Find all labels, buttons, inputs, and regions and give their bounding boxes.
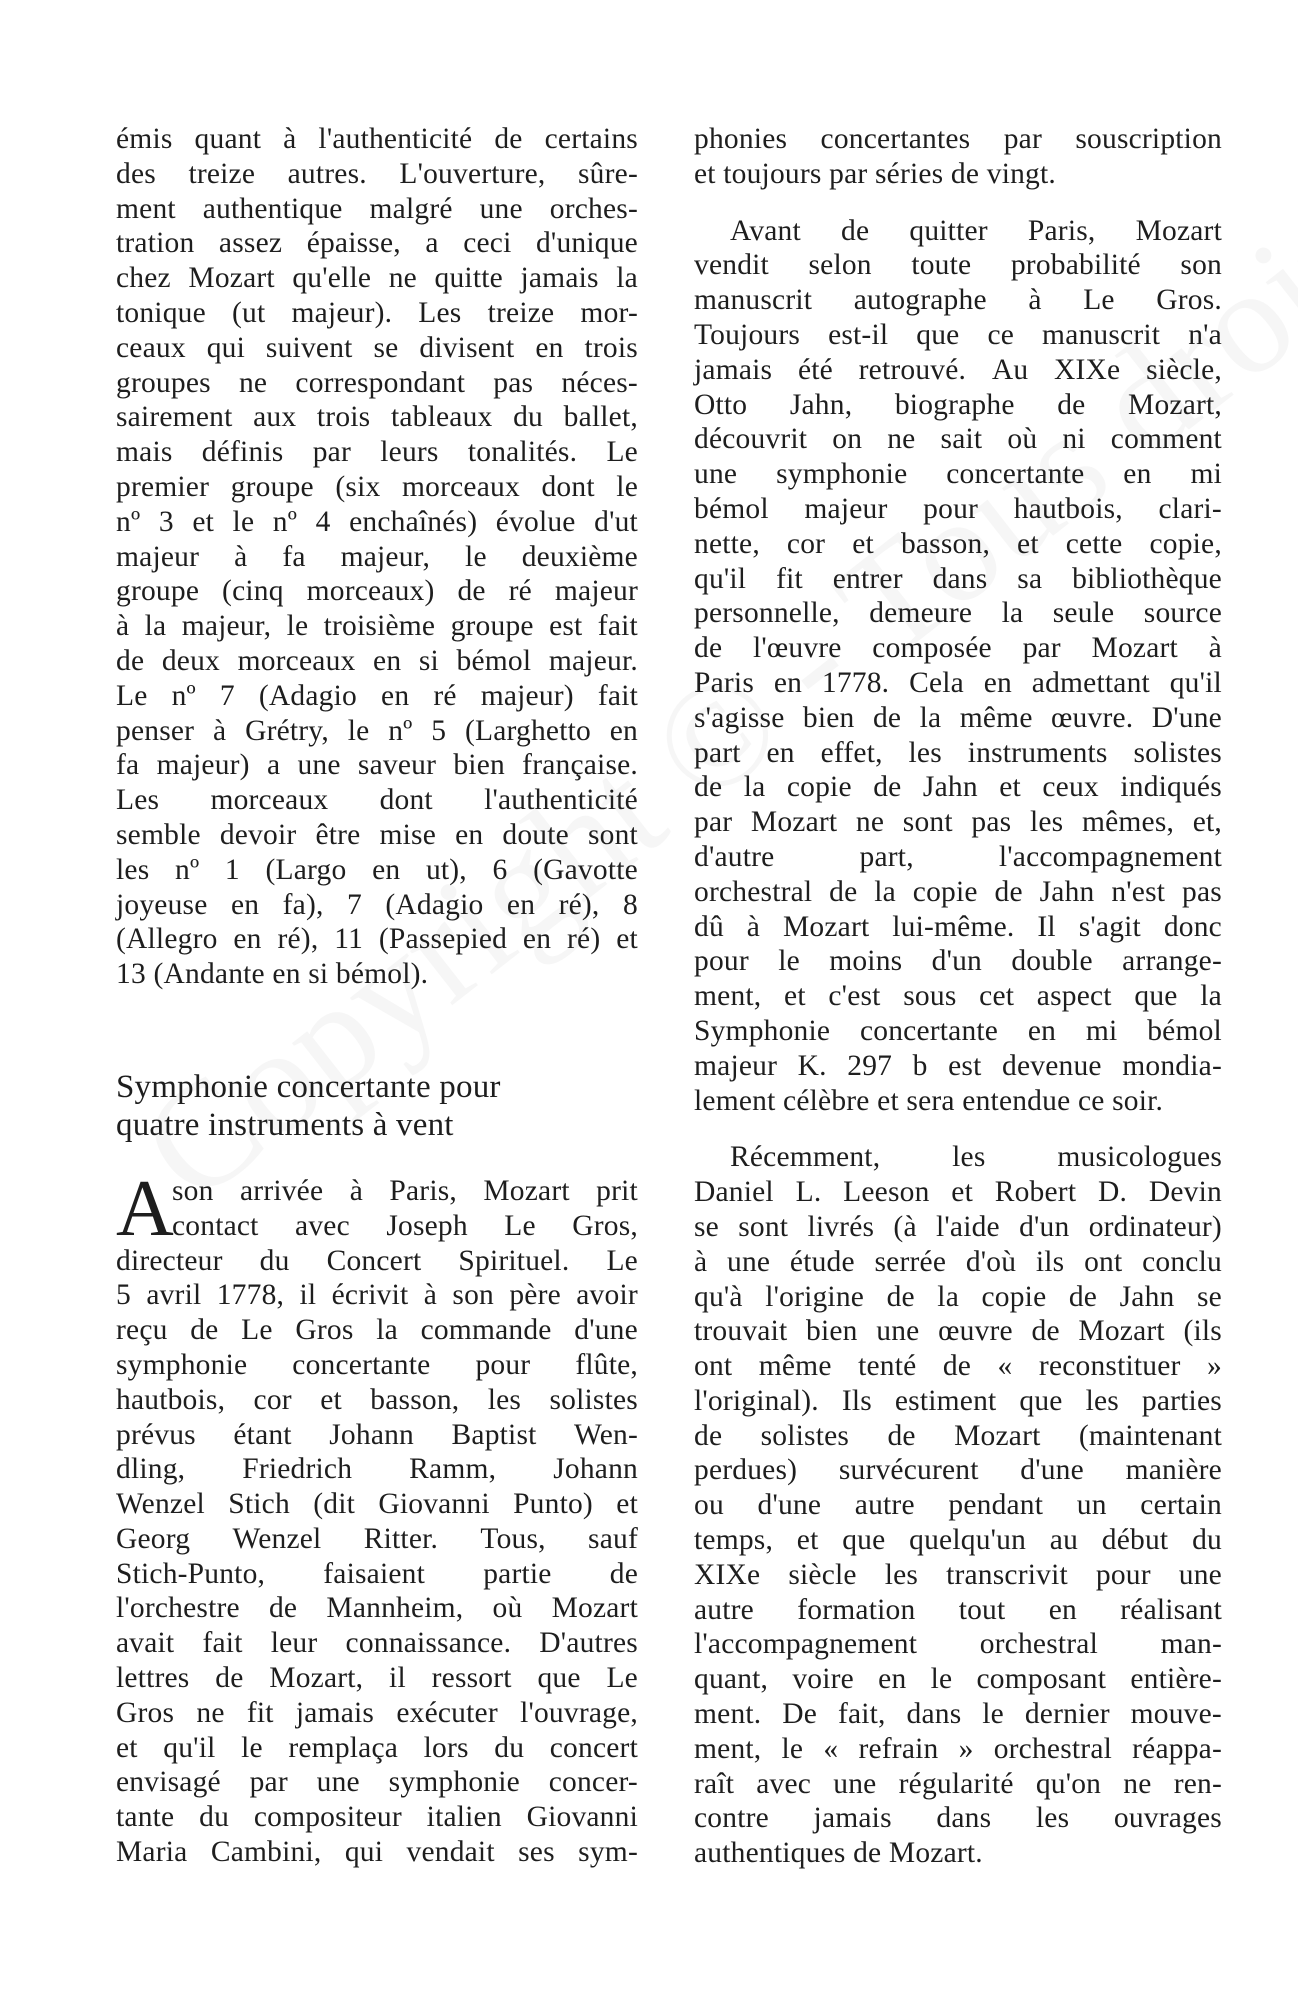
text-line: l'orchestre de Mannheim, où Mozart [116, 1592, 638, 1625]
text-line: 5 avril 1778, il écrivit à son père avoir [116, 1279, 638, 1312]
text-line: d'autre part, l'accompagnement [694, 840, 1222, 873]
right-column [694, 122, 1222, 1871]
text-line: perdues) survécurent d'une manière [694, 1454, 1222, 1487]
text-line: groupe (cinq morceaux) de ré majeur [116, 575, 638, 608]
text-line: ment authentique malgré une orches- [116, 192, 638, 225]
text-line: Otto Jahn, biographe de Mozart, [694, 388, 1222, 421]
text-line: phonies concertantes par souscription [694, 123, 1222, 155]
text-line: ment, et c'est sous cet aspect que la [694, 980, 1222, 1013]
text-line: qu'il fit entrer dans sa bibliothèque [694, 562, 1222, 595]
text-line: ou d'une autre pendant un certain [694, 1489, 1222, 1522]
text-line: vendit selon toute probabilité son [694, 249, 1222, 282]
text-line: dling, Friedrich Ramm, Johann [116, 1453, 638, 1486]
left-column [116, 122, 638, 1870]
text-line: pour le moins d'un double arrange- [694, 945, 1222, 978]
text-line: bémol majeur pour hautbois, clari- [694, 492, 1222, 525]
text-line: semble devoir être mise en doute sont [116, 818, 638, 851]
text-line: de solistes de Mozart (maintenant [694, 1419, 1222, 1452]
text-line: Récemment, les musicologues [730, 1141, 1222, 1174]
text-line: autre formation tout en réalisant [694, 1593, 1222, 1626]
text-line: personnelle, demeure la seule source [694, 597, 1222, 630]
text-line: raît avec une régularité qu'on ne ren- [694, 1767, 1222, 1800]
text-line: à une étude serrée d'où ils ont conclu [694, 1245, 1222, 1278]
text-line: temps, et que quelqu'un au début du [694, 1524, 1222, 1557]
text-line: et qu'il le remplaça lors du concert [116, 1731, 638, 1764]
text-line: groupes ne correspondant pas néces- [116, 366, 638, 399]
text-line: qu'à l'origine de la copie de Jahn se [694, 1280, 1222, 1313]
text-line: reçu de Le Gros la commande d'une [116, 1314, 638, 1347]
text-line: majeur K. 297 b est devenue mondia- [694, 1049, 1222, 1082]
text-line: lettres de Mozart, il ressort que Le [116, 1662, 638, 1695]
section-heading [116, 1068, 638, 1144]
text-line: envisagé par une symphonie concer- [116, 1766, 638, 1799]
text-line: de la copie de Jahn et ceux indiqués [694, 771, 1222, 804]
text-line: Gros ne fit jamais exécuter l'ouvrage, [116, 1696, 638, 1729]
text-line: Paris en 1778. Cela en admettant qu'il [694, 666, 1222, 699]
text-line: orchestral de la copie de Jahn n'est pas [694, 875, 1222, 908]
text-line: Toujours est-il que ce manuscrit n'a [694, 318, 1222, 351]
text-line: chez Mozart qu'elle ne quitte jamais la [116, 262, 638, 295]
text-line: Georg Wenzel Ritter. Tous, sauf [116, 1522, 638, 1555]
text-line: 13 (Andante en si bémol). [116, 958, 429, 991]
text-line: nette, cor et basson, et cette copie, [694, 527, 1222, 560]
text-line: jamais été retrouvé. Au XIXe siècle, [694, 353, 1222, 386]
text-line: ment, le « refrain » orchestral réappa- [694, 1732, 1222, 1765]
text-line: dû à Mozart lui-même. Il s'agit donc [694, 910, 1222, 943]
text-line: Stich-Punto, faisaient partie de [116, 1557, 638, 1590]
text-line: majeur à fa majeur, le deuxième [116, 540, 638, 573]
text-line: Symphonie concertante en mi bémol [694, 1014, 1222, 1047]
text-line: tante du compositeur italien Giovanni [116, 1801, 638, 1834]
text-line: nº 3 et le nº 4 enchaînés) évolue d'ut [116, 505, 638, 538]
text-line: et toujours par séries de vingt. [694, 157, 1056, 190]
paragraph-key-structure [116, 122, 638, 992]
text-line: de l'œuvre composée par Mozart à [694, 632, 1222, 665]
text-line: contact avec Joseph Le Gros, [172, 1209, 638, 1242]
text-line: une symphonie concertante en mi [694, 458, 1222, 491]
text-line: (Allegro en ré), 11 (Passepied en ré) et [116, 923, 638, 956]
text-line: lement célèbre et sera entendue ce soir. [694, 1084, 1164, 1117]
text-line: ont même tenté de « reconstituer » [694, 1350, 1222, 1383]
heading-line: Symphonie concertante pour [116, 1068, 501, 1105]
text-line: premier groupe (six morceaux dont le [116, 470, 638, 503]
text-line: trouvait bien une œuvre de Mozart (ils [694, 1315, 1222, 1348]
text-line: manuscrit autographe à Le Gros. [694, 284, 1222, 317]
text-line: directeur du Concert Spirituel. Le [116, 1244, 638, 1277]
text-line: s'agisse bien de la même œuvre. D'une [694, 701, 1222, 734]
text-line: Maria Cambini, qui vendait ses sym- [116, 1836, 638, 1869]
text-line: mais définis par leurs tonalités. Le [116, 436, 638, 469]
text-line: penser à Grétry, le nº 5 (Larghetto en [116, 714, 638, 747]
text-line: quant, voire en le composant entière- [694, 1663, 1222, 1696]
text-line: se sont livrés (à l'aide d'un ordinateur) [694, 1210, 1222, 1243]
text-line: symphonie concertante pour flûte, [116, 1348, 638, 1381]
text-line: Avant de quitter Paris, Mozart [730, 214, 1222, 247]
text-line: l'accompagnement orchestral man- [694, 1628, 1222, 1661]
text-line: Les morceaux dont l'authenticité [116, 784, 638, 817]
text-line: hautbois, cor et basson, les solistes [116, 1383, 638, 1416]
text-line: découvrit on ne sait où ni comment [694, 423, 1222, 456]
text-line: part en effet, les instruments solistes [694, 736, 1222, 769]
text-line: ceaux qui suivent se divisent en trois [116, 331, 638, 364]
text-line: XIXe siècle les transcrivit pour une [694, 1558, 1222, 1591]
heading-line: quatre instruments à vent [116, 1106, 454, 1143]
text-line: tration assez épaisse, a ceci d'unique [116, 227, 638, 260]
paragraph-continuation [694, 122, 1222, 192]
text-line: ment. De fait, dans le dernier mouve- [694, 1698, 1222, 1731]
text-line: avait fait leur connaissance. D'autres [116, 1627, 638, 1660]
text-line: tonique (ut majeur). Les treize mor- [116, 296, 638, 329]
text-line: par Mozart ne sont pas les mêmes, et, [694, 806, 1222, 839]
paragraph-history [116, 1164, 638, 1870]
text-line: contre jamais dans les ouvrages [694, 1802, 1222, 1835]
text-line: émis quant à l'authenticité de certains [116, 123, 638, 155]
text-line: Daniel L. Leeson et Robert D. Devin [694, 1176, 1222, 1209]
paragraph-body [116, 1164, 638, 1870]
text-line: à la majeur, le troisième groupe est fait [116, 610, 638, 643]
text-line: authentiques de Mozart. [694, 1837, 983, 1870]
text-line: l'original). Ils estiment que les parties [694, 1384, 1222, 1417]
text-line: sairement aux trois tableaux du ballet, [116, 401, 638, 434]
paragraph-manuscript [694, 214, 1222, 1119]
text-line: des treize autres. L'ouverture, sûre- [116, 157, 638, 190]
text-line: son arrivée à Paris, Mozart prit [172, 1174, 638, 1207]
text-line: prévus étant Johann Baptist Wen- [116, 1418, 638, 1451]
text-line: Wenzel Stich (dit Giovanni Punto) et [116, 1488, 638, 1521]
paragraph-research [694, 1140, 1222, 1871]
text-line: fa majeur) a une saveur bien française. [116, 749, 638, 782]
text-line: les nº 1 (Largo en ut), 6 (Gavotte [116, 853, 638, 886]
text-line: Le nº 7 (Adagio en ré majeur) fait [116, 679, 638, 712]
text-line: joyeuse en fa), 7 (Adagio en ré), 8 [116, 888, 638, 921]
text-line: de deux morceaux en si bémol majeur. [116, 644, 638, 677]
drop-cap: A [116, 1164, 174, 1253]
